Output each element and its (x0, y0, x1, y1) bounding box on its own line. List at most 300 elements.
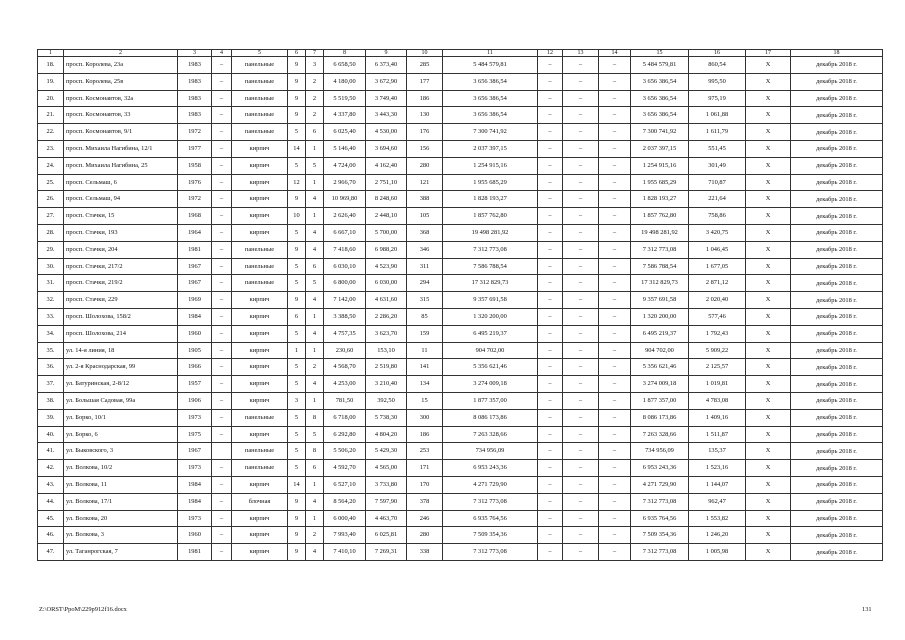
table-cell: – (212, 308, 232, 325)
table-cell: – (563, 527, 599, 544)
table-cell: 4 253,00 (324, 376, 366, 393)
table-cell: 130 (407, 107, 443, 124)
table-cell: 1 (306, 308, 324, 325)
table-cell: 1 046,45 (689, 241, 746, 258)
table-cell: – (563, 308, 599, 325)
table-row (38, 107, 883, 124)
table-cell: 153,10 (366, 342, 407, 359)
table-cell (212, 443, 232, 460)
table-cell: 4 271 729,90 (631, 476, 689, 493)
table-cell: 7 269,31 (366, 544, 407, 561)
table-row (38, 342, 883, 359)
table-cell: – (563, 191, 599, 208)
table-cell: 904 702,00 (443, 342, 538, 359)
table-cell: – (563, 426, 599, 443)
table-row (38, 224, 883, 241)
table-cell: 3 210,40 (366, 376, 407, 393)
table-cell: 392,50 (366, 392, 407, 409)
table-cell: панельные (232, 443, 288, 460)
table-cell: 33. (38, 308, 64, 325)
table-cell: 1976 (178, 174, 212, 191)
table-cell: 9 (288, 90, 306, 107)
table-row (38, 124, 883, 141)
table-cell: – (538, 409, 563, 426)
table-cell: 5 429,30 (366, 443, 407, 460)
table-cell: 42. (38, 460, 64, 477)
table-cell: декабрь 2018 г. (791, 258, 883, 275)
table-cell: 5 738,30 (366, 409, 407, 426)
table-cell: декабрь 2018 г. (791, 342, 883, 359)
column-number-cell: 7 (306, 50, 324, 57)
table-cell: – (563, 224, 599, 241)
column-number-cell: 17 (746, 50, 791, 57)
table-cell: просп. Стачки, 15 (64, 208, 178, 225)
table-cell: 17 312 829,73 (443, 275, 538, 292)
table-cell: X (746, 510, 791, 527)
table-cell: 3 274 009,18 (631, 376, 689, 393)
table-cell: 1906 (178, 392, 212, 409)
table-cell: – (212, 191, 232, 208)
column-number-row (38, 50, 883, 57)
table-cell: панельные (232, 409, 288, 426)
table-cell: 758,86 (689, 208, 746, 225)
table-cell: декабрь 2018 г. (791, 90, 883, 107)
table-cell: 8 564,20 (324, 493, 366, 510)
table-cell: – (538, 308, 563, 325)
table-cell: – (599, 157, 631, 174)
table-cell: 1975 (178, 426, 212, 443)
table-cell: 171 (407, 460, 443, 477)
table-cell: 1 792,43 (689, 325, 746, 342)
table-cell: 1 254 915,16 (443, 157, 538, 174)
table-cell: 230,60 (324, 342, 366, 359)
table-cell: 4 271 729,90 (443, 476, 538, 493)
table-cell: – (563, 376, 599, 393)
table-cell: – (563, 73, 599, 90)
table-cell: 1968 (178, 208, 212, 225)
table-cell: 176 (407, 124, 443, 141)
table-cell: 4 337,80 (324, 107, 366, 124)
table-cell: 1 553,82 (689, 510, 746, 527)
table-cell: 253 (407, 443, 443, 460)
table-cell: 7 509 354,36 (443, 527, 538, 544)
table-cell: 4 162,40 (366, 157, 407, 174)
table-cell: 14 (288, 140, 306, 157)
table-cell: X (746, 73, 791, 90)
table-cell: 2 626,40 (324, 208, 366, 225)
table-cell: просп. Михаила Нагибина, 25 (64, 157, 178, 174)
table-cell: – (563, 208, 599, 225)
table-cell: – (563, 90, 599, 107)
table-cell: панельные (232, 107, 288, 124)
table-cell: 7 312 773,08 (443, 241, 538, 258)
table-cell: 1964 (178, 224, 212, 241)
table-cell: кирпич (232, 476, 288, 493)
table-cell: 5 (306, 157, 324, 174)
table-cell: 7 312 773,08 (631, 493, 689, 510)
table-cell: 9 (288, 527, 306, 544)
table-cell: 1 857 762,80 (631, 208, 689, 225)
table-row (38, 376, 883, 393)
table-cell: декабрь 2018 г. (791, 308, 883, 325)
table-cell: X (746, 90, 791, 107)
table-cell: 7 300 741,92 (443, 124, 538, 141)
table-cell: просп. Стачки, 219/2 (64, 275, 178, 292)
table-cell: 6 373,40 (366, 57, 407, 74)
table-cell: ул. Борко, 10/1 (64, 409, 178, 426)
table-cell: X (746, 376, 791, 393)
table-cell: 5 (288, 409, 306, 426)
table-cell: 43. (38, 476, 64, 493)
table-cell: ул. Борко, 6 (64, 426, 178, 443)
table-cell: – (212, 325, 232, 342)
table-cell: – (538, 224, 563, 241)
table-cell: 1 877 357,00 (443, 392, 538, 409)
table-cell: 6 025,81 (366, 527, 407, 544)
table-cell: 285 (407, 57, 443, 74)
table-cell: – (538, 460, 563, 477)
table-cell: – (212, 275, 232, 292)
table-cell: ул. Волкова, 10/2 (64, 460, 178, 477)
table-cell: 10 (288, 208, 306, 225)
table-cell: – (563, 443, 599, 460)
table-cell: – (212, 409, 232, 426)
table-cell: 1981 (178, 241, 212, 258)
table-cell: 3 656 386,54 (443, 90, 538, 107)
table-cell: – (563, 258, 599, 275)
table-cell: декабрь 2018 г. (791, 359, 883, 376)
table-cell: – (599, 275, 631, 292)
table-cell: 19 498 281,92 (631, 224, 689, 241)
table-cell: ул. Таганрогская, 7 (64, 544, 178, 561)
table-cell: 995,50 (689, 73, 746, 90)
table-cell: декабрь 2018 г. (791, 426, 883, 443)
table-cell: кирпич (232, 208, 288, 225)
table-cell: X (746, 275, 791, 292)
table-cell: 5 (288, 157, 306, 174)
table-cell: 3 274 009,18 (443, 376, 538, 393)
table-cell: 1 (306, 510, 324, 527)
table-cell: X (746, 224, 791, 241)
table-cell: просп. Королева, 23а (64, 57, 178, 74)
table-cell: 7 418,60 (324, 241, 366, 258)
table-cell: – (563, 174, 599, 191)
table-row (38, 275, 883, 292)
table-cell: – (563, 460, 599, 477)
table-row (38, 208, 883, 225)
table-cell: – (563, 359, 599, 376)
table-cell: – (538, 124, 563, 141)
table-cell: 35. (38, 342, 64, 359)
table-cell: 177 (407, 73, 443, 90)
table-cell: просп. Стачки, 217/2 (64, 258, 178, 275)
table-cell: 7 312 773,08 (631, 241, 689, 258)
table-cell: 4 724,00 (324, 157, 366, 174)
table-cell: 1 828 193,27 (443, 191, 538, 208)
table-cell: – (212, 208, 232, 225)
table-cell: 3 (288, 392, 306, 409)
table-cell: – (212, 157, 232, 174)
table-cell: – (212, 90, 232, 107)
table-cell: 1984 (178, 476, 212, 493)
table-row (38, 308, 883, 325)
table-cell: декабрь 2018 г. (791, 224, 883, 241)
table-cell: 7 586 788,54 (631, 258, 689, 275)
table-cell: – (538, 107, 563, 124)
table-cell: 3 749,40 (366, 90, 407, 107)
column-number-cell: 6 (288, 50, 306, 57)
table-cell: – (538, 73, 563, 90)
page-number: 131 (862, 606, 872, 613)
column-number-cell: 18 (791, 50, 883, 57)
table-row (38, 325, 883, 342)
table-cell: 5 (306, 275, 324, 292)
table-cell: 4 530,00 (366, 124, 407, 141)
table-cell: X (746, 157, 791, 174)
table-cell: 378 (407, 493, 443, 510)
table-cell: 34. (38, 325, 64, 342)
table-cell: – (599, 426, 631, 443)
table-cell: 315 (407, 292, 443, 309)
table-cell: ул. 14-я линия, 18 (64, 342, 178, 359)
table-cell: 46. (38, 527, 64, 544)
table-cell: 1983 (178, 73, 212, 90)
table-cell: 12 (288, 174, 306, 191)
table-cell: 4 (306, 191, 324, 208)
table-cell: – (599, 73, 631, 90)
table-cell: 9 (288, 107, 306, 124)
table-cell: 1972 (178, 124, 212, 141)
table-cell: X (746, 460, 791, 477)
table-cell: декабрь 2018 г. (791, 409, 883, 426)
table-cell: 9 (288, 292, 306, 309)
table-cell: 3 694,60 (366, 140, 407, 157)
table-cell: 1 (306, 476, 324, 493)
table-cell: 19. (38, 73, 64, 90)
table-row (38, 476, 883, 493)
table-cell: 1960 (178, 527, 212, 544)
table-cell: X (746, 258, 791, 275)
table-cell: X (746, 359, 791, 376)
table-cell: 5 (288, 224, 306, 241)
table-cell: X (746, 342, 791, 359)
table-cell: 6 718,00 (324, 409, 366, 426)
table-cell: 4 (306, 376, 324, 393)
table-cell: 8 (306, 443, 324, 460)
table-cell: 9 (288, 73, 306, 90)
table-cell: кирпич (232, 426, 288, 443)
table-cell: X (746, 124, 791, 141)
table-cell: 5 356 621,46 (631, 359, 689, 376)
table-cell: 134 (407, 376, 443, 393)
table-cell: декабрь 2018 г. (791, 443, 883, 460)
table-cell: декабрь 2018 г. (791, 241, 883, 258)
table-cell: декабрь 2018 г. (791, 544, 883, 561)
table-cell: 7 263 328,66 (443, 426, 538, 443)
table-cell: 9 (288, 510, 306, 527)
table-cell: 5 (306, 426, 324, 443)
table-row (38, 174, 883, 191)
table-cell: 32. (38, 292, 64, 309)
table-cell: 24. (38, 157, 64, 174)
table-cell: 1 677,05 (689, 258, 746, 275)
table-cell: – (538, 157, 563, 174)
table-cell: 25. (38, 174, 64, 191)
table-cell: 4 (306, 292, 324, 309)
table-cell: – (599, 241, 631, 258)
table-cell: – (599, 409, 631, 426)
table-cell: 7 312 773,08 (631, 544, 689, 561)
table-cell: 1 955 685,29 (631, 174, 689, 191)
table-cell: 21. (38, 107, 64, 124)
table-row (38, 510, 883, 527)
table-cell: 1969 (178, 292, 212, 309)
table-cell: 5 (288, 460, 306, 477)
table-cell: 962,47 (689, 493, 746, 510)
table-cell: – (212, 510, 232, 527)
table-cell: 6 030,10 (324, 258, 366, 275)
table-cell: – (563, 342, 599, 359)
table-cell: 2 037 397,15 (443, 140, 538, 157)
table-cell: панельные (232, 90, 288, 107)
table-cell: – (538, 140, 563, 157)
table-cell: 1 828 193,27 (631, 191, 689, 208)
table-cell: панельные (232, 275, 288, 292)
table-cell: 156 (407, 140, 443, 157)
table-cell: – (538, 191, 563, 208)
table-cell: X (746, 544, 791, 561)
table-cell: 26. (38, 191, 64, 208)
table-cell: декабрь 2018 г. (791, 107, 883, 124)
table-cell: панельные (232, 460, 288, 477)
table-cell: кирпич (232, 325, 288, 342)
table-row (38, 544, 883, 561)
table-cell: – (563, 275, 599, 292)
table-cell: 1 019,81 (689, 376, 746, 393)
table-cell: 2 751,10 (366, 174, 407, 191)
table-cell: 7 597,90 (366, 493, 407, 510)
table-cell: 85 (407, 308, 443, 325)
table-cell: – (538, 342, 563, 359)
table-row (38, 90, 883, 107)
table-cell: декабрь 2018 г. (791, 460, 883, 477)
table-cell: 1 (306, 174, 324, 191)
table-row (38, 392, 883, 409)
table-cell: 734 956,09 (443, 443, 538, 460)
table-cell: 1973 (178, 510, 212, 527)
table-cell: 19 498 281,92 (443, 224, 538, 241)
table-cell: – (212, 342, 232, 359)
table-cell: 7 410,10 (324, 544, 366, 561)
table-cell: 3 656 386,54 (443, 73, 538, 90)
document-page (37, 49, 882, 561)
table-cell: 135,37 (689, 443, 746, 460)
column-number-cell: 12 (538, 50, 563, 57)
table-cell: ул. Волкова, 11 (64, 476, 178, 493)
table-cell: 2 (306, 527, 324, 544)
table-cell: 28. (38, 224, 64, 241)
table-cell: 3 (306, 57, 324, 74)
table-cell: 904 702,00 (631, 342, 689, 359)
table-cell: – (212, 107, 232, 124)
table-cell: 1967 (178, 443, 212, 460)
table-cell: декабрь 2018 г. (791, 510, 883, 527)
table-cell: декабрь 2018 г. (791, 292, 883, 309)
table-cell: – (212, 426, 232, 443)
table-cell: 141 (407, 359, 443, 376)
table-cell: 4 568,70 (324, 359, 366, 376)
table-cell: 6 292,80 (324, 426, 366, 443)
table-cell: 22. (38, 124, 64, 141)
table-cell: декабрь 2018 г. (791, 191, 883, 208)
table-cell: 338 (407, 544, 443, 561)
table-cell: 1 320 200,00 (443, 308, 538, 325)
table-cell: 3 388,50 (324, 308, 366, 325)
table-cell: ул. Волкова, 17/1 (64, 493, 178, 510)
table-cell: X (746, 443, 791, 460)
table-cell: декабрь 2018 г. (791, 208, 883, 225)
table-cell: – (538, 275, 563, 292)
table-cell: 4 (306, 241, 324, 258)
table-cell: – (538, 527, 563, 544)
table-cell: декабрь 2018 г. (791, 124, 883, 141)
table-cell: – (599, 392, 631, 409)
table-cell: декабрь 2018 г. (791, 476, 883, 493)
table-cell: – (538, 392, 563, 409)
table-body (38, 50, 883, 561)
table-cell: кирпич (232, 292, 288, 309)
table-cell: 1 254 915,16 (631, 157, 689, 174)
table-cell: X (746, 208, 791, 225)
table-cell: панельные (232, 241, 288, 258)
table-cell: 1 955 685,29 (443, 174, 538, 191)
column-number-cell: 4 (212, 50, 232, 57)
table-row (38, 73, 883, 90)
table-cell: X (746, 325, 791, 342)
table-cell: 3 672,90 (366, 73, 407, 90)
table-cell: – (563, 476, 599, 493)
table-cell: 4 463,70 (366, 510, 407, 527)
table-cell: 29. (38, 241, 64, 258)
table-cell: – (563, 124, 599, 141)
table-cell: 27. (38, 208, 64, 225)
table-cell: 4 180,00 (324, 73, 366, 90)
table-cell: 280 (407, 157, 443, 174)
table-cell: – (212, 460, 232, 477)
table-cell: – (212, 224, 232, 241)
table-cell: 2 286,20 (366, 308, 407, 325)
table-cell: 10 969,80 (324, 191, 366, 208)
table-cell: кирпич (232, 342, 288, 359)
table-cell: блочная (232, 493, 288, 510)
table-cell: 15 (407, 392, 443, 409)
table-cell: 6 935 764,56 (443, 510, 538, 527)
table-cell: X (746, 392, 791, 409)
table-row (38, 258, 883, 275)
table-cell: – (212, 544, 232, 561)
table-cell: X (746, 107, 791, 124)
table-cell: 551,45 (689, 140, 746, 157)
table-cell: 39. (38, 409, 64, 426)
table-cell: 1 320 200,00 (631, 308, 689, 325)
table-cell: – (212, 124, 232, 141)
table-cell: – (599, 527, 631, 544)
table-cell: 1 061,88 (689, 107, 746, 124)
table-cell: декабрь 2018 г. (791, 57, 883, 74)
table-cell: ул. Батуринская, 2-8/12 (64, 376, 178, 393)
table-cell: 7 586 788,54 (443, 258, 538, 275)
table-cell: 4 804,20 (366, 426, 407, 443)
